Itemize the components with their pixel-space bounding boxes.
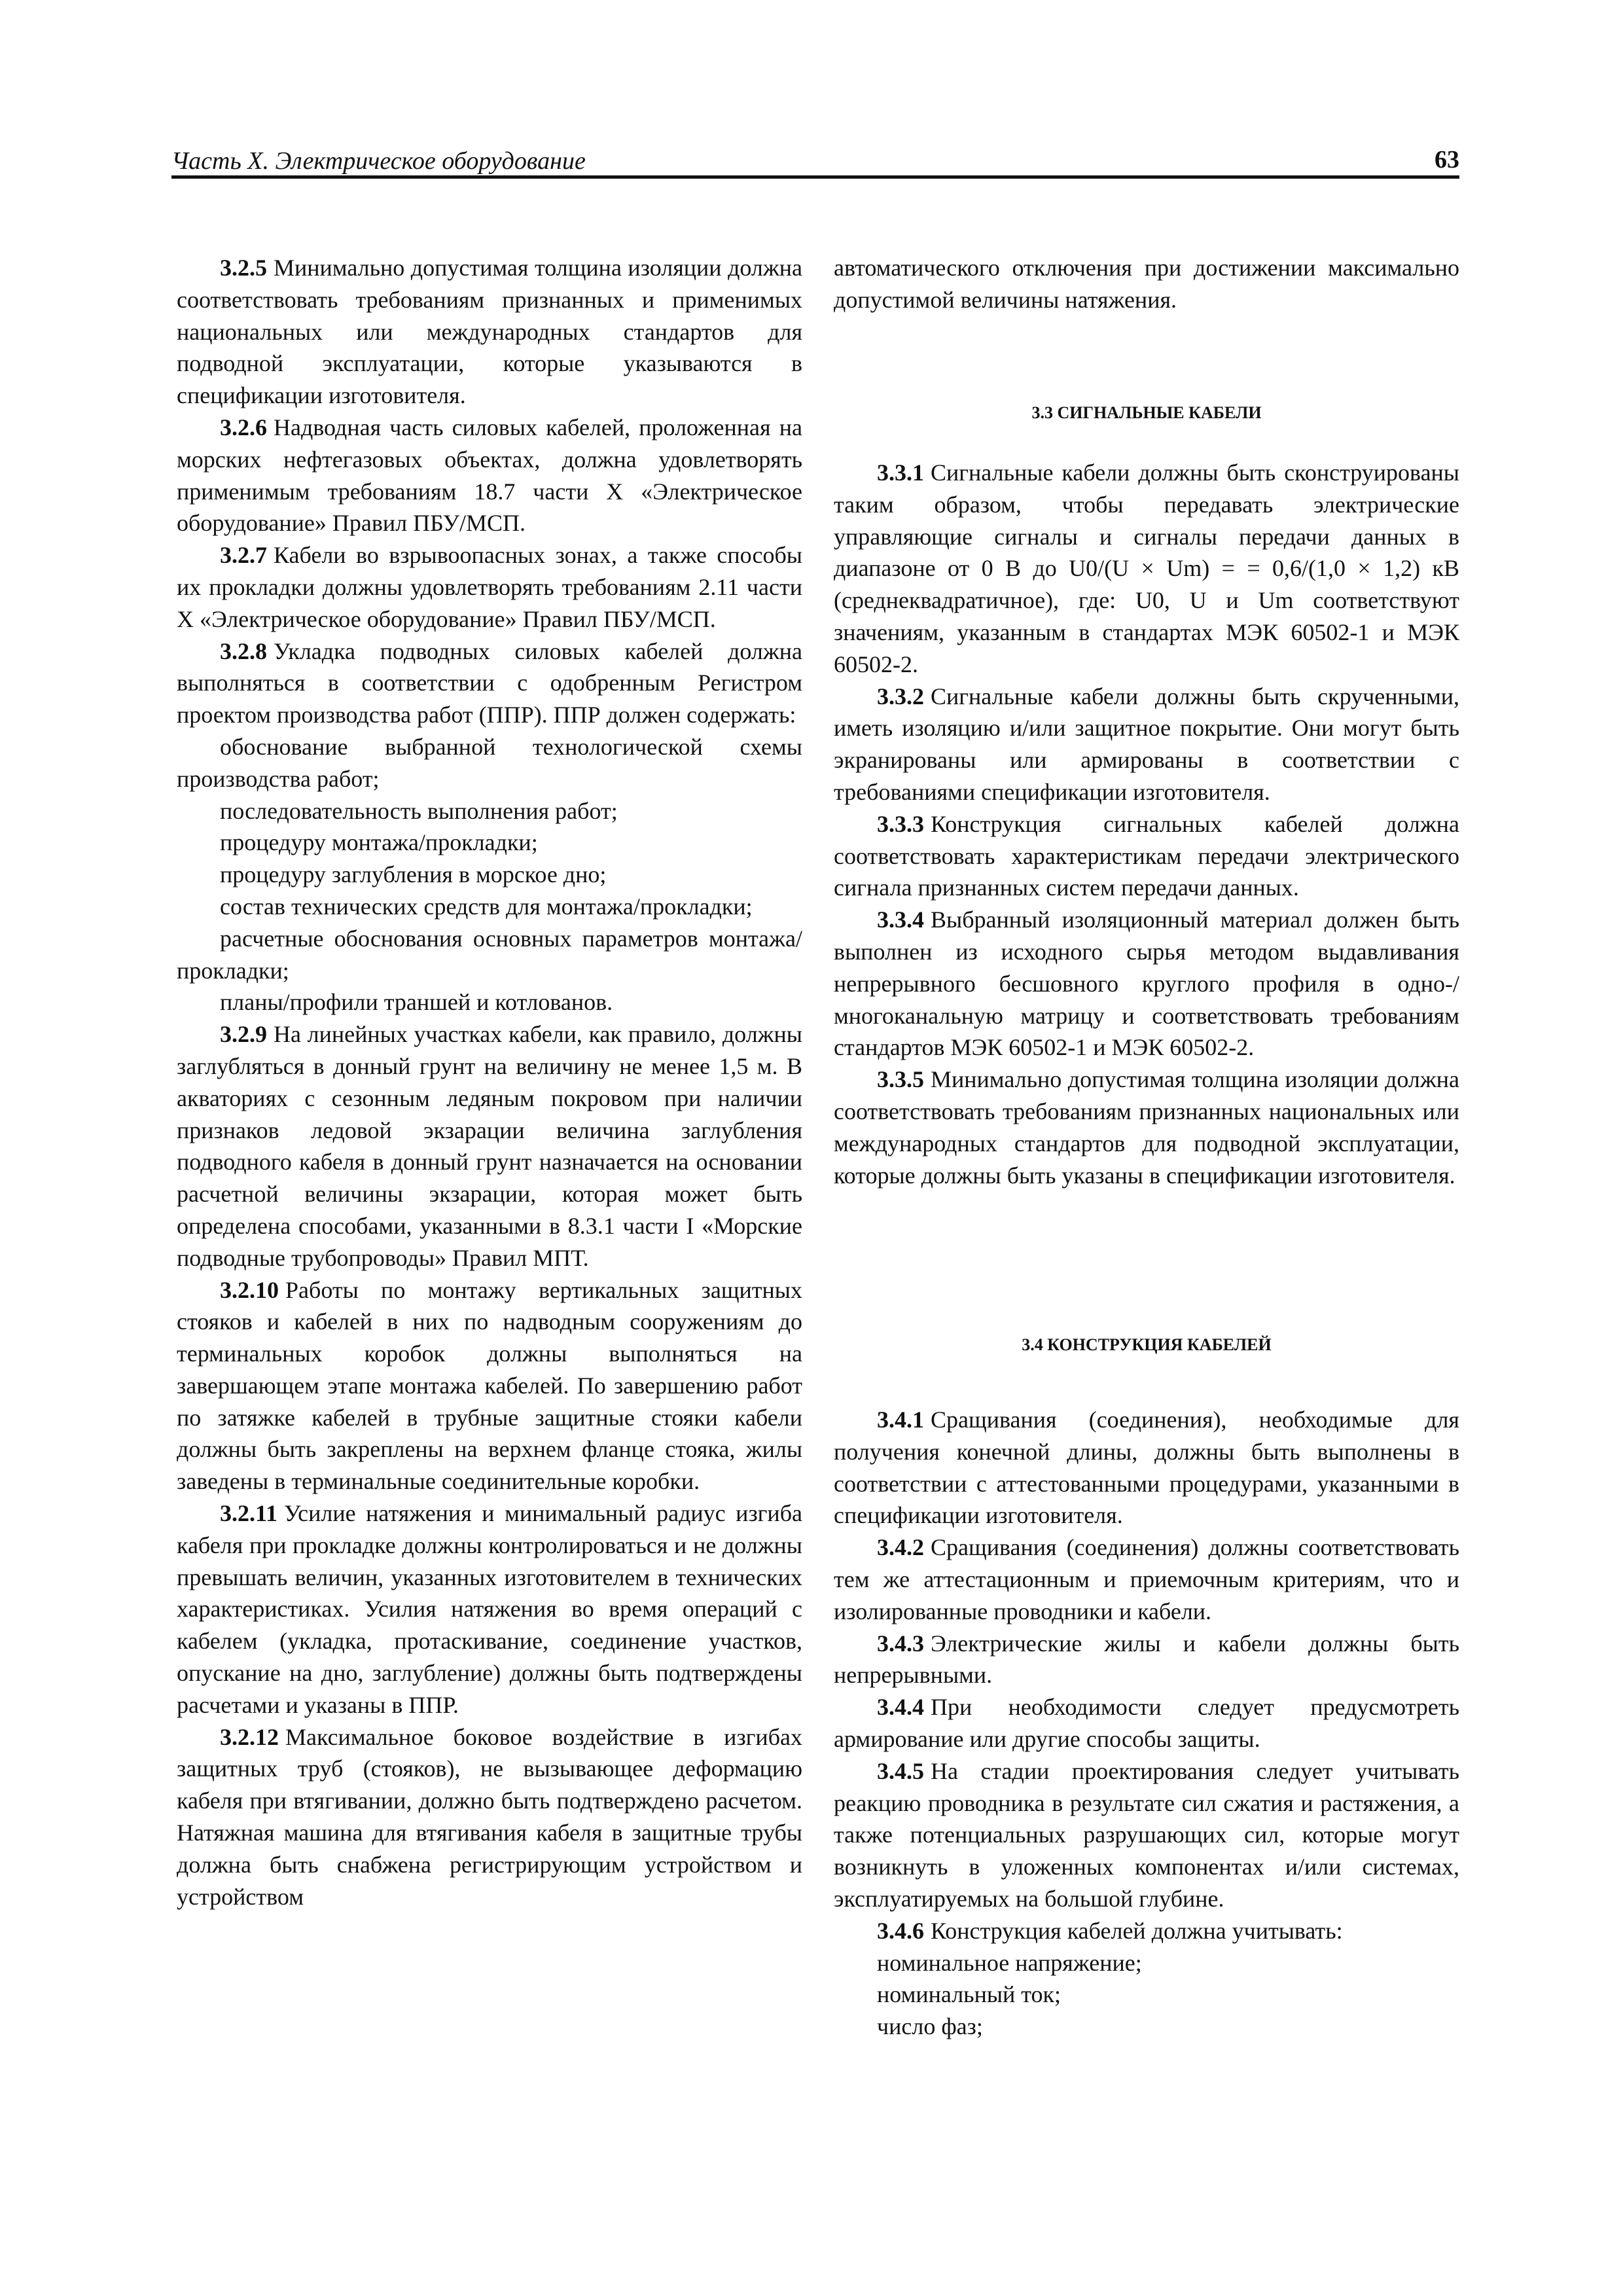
paragraph-text: Конструкция сигнальных кабелей должна соответствовать характеристикам передачи электрического сигнала признанных систем передачи данных. <box>834 810 1459 901</box>
page-number: 63 <box>1435 146 1459 173</box>
paragraph-text: Сигнальные кабели должны быть сконструированы таким образом, чтобы передавать электрические управляющие сигналы и сигналы передачи данных в диапазоне от 0 В до U0/(U × Um) = = 0,6/(1,0 × 1,2) кВ (среднеквадратичное), где: U0, U и Um соответствуют значениям, указанным в стандартах МЭК 60502-1 и МЭК 60502-2. <box>834 459 1459 677</box>
paragraph-3-3-1 <box>834 457 1459 681</box>
paragraph-3-3-3 <box>834 808 1459 904</box>
paragraph-text: Кабели во взрывоопасных зонах, а также способы их прокладки должны удовлетворять требованиям 2.11 части X «Электрическое оборудование» Правил ПБУ/МСП. <box>177 542 802 632</box>
paragraph-3-2-9 <box>177 1018 802 1274</box>
list-item: номинальное напряжение; <box>877 1949 1142 1976</box>
list-item: планы/профили траншей и котлованов. <box>220 989 613 1016</box>
paragraph-3-3-4 <box>834 904 1459 1064</box>
left-column <box>177 252 802 1912</box>
paragraph-text: На стадии проектирования следует учитывать реакцию проводника в результате сил сжатия и растяжения, а также потенциальных разрушающих сил, которые могут возникнуть в уложенных компонентах и/или системах, эксплуатируемых на большой глубине. <box>834 1757 1459 1912</box>
list-item: расчетные обоснования основных параметров монтажа/прокладки; <box>177 925 802 984</box>
paragraph-number: 3.2.10 <box>220 1276 279 1303</box>
paragraph-number: 3.2.7 <box>220 542 267 569</box>
header-divider <box>171 175 1459 179</box>
paragraph-number: 3.3.2 <box>877 683 924 709</box>
paragraph-3-3-2 <box>834 681 1459 808</box>
paragraph-3-2-7 <box>177 539 802 635</box>
section-3-3-body <box>834 457 1459 1191</box>
list-item: состав технических средств для монтажа/прокладки; <box>220 893 753 920</box>
paragraph-text: Минимально допустимая толщина изоляции должна соответствовать требованиям признанных национальных или международных стандартов для подводной эксплуатации, которые должны быть указаны в спецификации изготовителя. <box>834 1066 1459 1189</box>
continuation-block <box>834 252 1459 316</box>
paragraph-number: 3.3.1 <box>877 459 924 486</box>
paragraph-text: Выбранный изоляционный материал должен быть выполнен из исходного сырья методом выдавливания непрерывного бесшовного круглого профиля в одно-/многоканальную матрицу и соответствовать требованиям стандартов МЭК 60502-1 и МЭК 60502-2. <box>834 906 1459 1061</box>
paragraph-number: 3.4.3 <box>877 1630 924 1657</box>
paragraph-text: Конструкция кабелей должна учитывать: <box>931 1917 1343 1944</box>
paragraph-text: Максимальное боковое воздействие в изгибах защитных труб (стояков), не вызывающее деформацию кабеля при втягивании, должно быть подтверждено расчетом. Натяжная машина для втягивания кабеля в защитные трубы должна быть снабжена регистрирующим устройством и устройством <box>177 1723 802 1910</box>
paragraph-3-2-6 <box>177 412 802 539</box>
list-item: процедуру монтажа/прокладки; <box>220 829 538 856</box>
paragraph-text: Электрические жилы и кабели должны быть непрерывными. <box>834 1630 1459 1689</box>
paragraph-number: 3.2.5 <box>220 255 267 281</box>
list-item: обоснование выбранной технологической схемы производства работ; <box>177 733 802 792</box>
paragraph-text: Усилие натяжения и минимальный радиус изгиба кабеля при прокладке должны контролироваться и не должны превышать величин, указанных изготовителем в технических характеристиках. Усилия натяжения во время операций с кабелем (укладка, протаскивание, соединение участков, опускание на дно, заглубление) должны быть подтверждены расчетами и указаны в ППР. <box>177 1500 802 1718</box>
paragraph-number: 3.2.6 <box>220 414 267 440</box>
page-header <box>171 145 1459 179</box>
paragraph-3-4-2 <box>834 1532 1459 1627</box>
list-item: процедуру заглубления в морское дно; <box>220 861 607 888</box>
paragraph-text: На линейных участках кабели, как правило, должны заглубляться в донный грунт на величину не менее 1,5 м. В акваториях с сезонным ледяным покровом при наличии признаков ледовой экзарации величина заглубления подводного кабеля в донный грунт назначается на основании расчетной величины экзарации, которая может быть определена способами, указанными в 8.3.1 части I «Морские подводные трубопроводы» Правил МПТ. <box>177 1021 802 1271</box>
paragraph-number: 3.4.1 <box>877 1407 924 1433</box>
paragraph-3-4-4 <box>834 1691 1459 1755</box>
paragraph-3-2-10 <box>177 1274 802 1498</box>
paragraph-text: Надводная часть силовых кабелей, проложенная на морских нефтегазовых объектах, должна удовлетворять применимым требованиям 18.7 части X «Электрическое оборудование» Правил ПБУ/МСП. <box>177 414 802 537</box>
paragraph-number: 3.4.4 <box>877 1694 924 1721</box>
paragraph-number: 3.3.3 <box>877 810 924 837</box>
paragraph-number: 3.2.11 <box>220 1500 278 1527</box>
paragraph-3-2-12 <box>177 1721 802 1913</box>
paragraph-text: Укладка подводных силовых кабелей должна выполняться в соответствии с одобренным Регистром проектом производства работ (ППР). ППР должен содержать: <box>177 637 802 728</box>
paragraph-3-4-6 <box>834 1915 1459 1947</box>
section-3-4-body <box>834 1404 1459 2043</box>
list-item: последовательность выполнения работ; <box>220 797 618 824</box>
right-column <box>834 252 1459 2150</box>
paragraph-number: 3.3.4 <box>877 906 924 933</box>
paragraph-number: 3.2.12 <box>220 1723 279 1750</box>
paragraph-text: Минимально допустимая толщина изоляции должна соответствовать требованиям признанных и применимых национальных или международных стандартов для подводной эксплуатации, которые указываются в спецификации изготовителя. <box>177 255 802 409</box>
paragraph-3-4-5 <box>834 1755 1459 1915</box>
paragraph-number: 3.4.5 <box>877 1757 924 1784</box>
paragraph-text: Работы по монтажу вертикальных защитных стояков и кабелей в них по надводным сооружениям до терминальных коробок должны выполняться на завершающем этапе монтажа кабелей. По завершению работ по затяжке кабелей в трубные защитные стояки кабели должны быть закреплены на верхнем фланце стояка, жилы заведены в терминальные соединительные коробки. <box>177 1276 802 1495</box>
paragraph-number: 3.3.5 <box>877 1066 924 1093</box>
paragraph-3-2-11 <box>177 1498 802 1721</box>
paragraph-3-2-5 <box>177 252 802 412</box>
paragraph-3-4-3 <box>834 1628 1459 1692</box>
running-title: Часть X. Электрическое оборудование <box>171 147 586 175</box>
list-item: число фаз; <box>877 2013 983 2040</box>
paragraph-number: 3.4.2 <box>877 1534 924 1561</box>
paragraph-number: 3.4.6 <box>877 1917 924 1944</box>
section-title-3-4: 3.4 КОНСТРУКЦИЯ КАБЕЛЕЙ <box>1022 1335 1272 1354</box>
paragraph-text: Сращивания (соединения), необходимые для получения конечной длины, должны быть выполнены в соответствии с аттестованными процедурами, указанными в спецификации изготовителя. <box>834 1407 1459 1529</box>
continuation-text: автоматического отключения при достижении максимально допустимой величины натяжения. <box>834 255 1459 313</box>
section-title-3-3: 3.3 СИГНАЛЬНЫЕ КАБЕЛИ <box>1031 403 1262 422</box>
paragraph-text: Сращивания (соединения) должны соответствовать тем же аттестационным и приемочным критериям, что и изолированные проводники и кабели. <box>834 1534 1459 1624</box>
list-item: номинальный ток; <box>877 1981 1061 2008</box>
paragraph-number: 3.2.9 <box>220 1021 267 1048</box>
paragraph-text: Сигнальные кабели должны быть скрученными, иметь изоляцию и/или защитное покрытие. Они могут быть экранированы или армированы в соответствии с требованиями спецификации изготовителя. <box>834 683 1459 805</box>
paragraph-3-4-1 <box>834 1404 1459 1532</box>
paragraph-3-3-5 <box>834 1064 1459 1191</box>
paragraph-3-2-8 <box>177 636 802 731</box>
paragraph-text: При необходимости следует предусмотреть армирование или другие способы защиты. <box>834 1694 1459 1752</box>
paragraph-number: 3.2.8 <box>220 637 267 664</box>
